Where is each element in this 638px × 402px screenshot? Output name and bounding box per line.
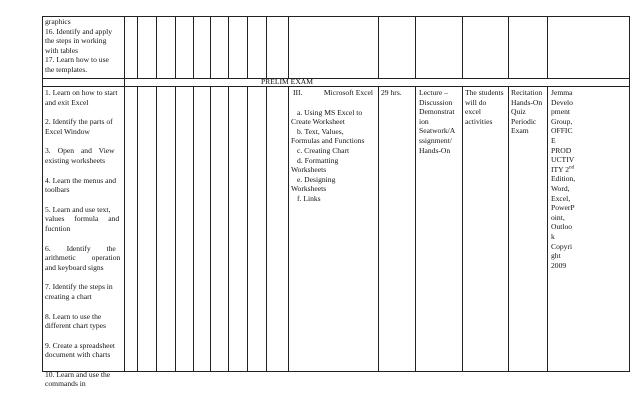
reference-line: E xyxy=(551,135,556,145)
objective-line: and exit Excel xyxy=(45,97,89,107)
objective-line: 10. Learn and use the xyxy=(45,369,111,379)
column-divider xyxy=(415,86,416,371)
objective-line: arithmetic operation xyxy=(45,253,121,263)
objective-line: commands in xyxy=(45,379,86,389)
assessment-line: Quiz xyxy=(511,107,526,117)
reference-line: pment xyxy=(551,107,570,117)
table-bottom-border xyxy=(42,371,630,372)
objective-line: the templates. xyxy=(45,64,88,74)
topic-item-line: b. Text, Values, xyxy=(297,126,344,136)
column-divider xyxy=(156,86,157,371)
objective-line: 8. Learn to use the xyxy=(45,311,102,321)
method-line: Seatwork/A xyxy=(419,126,456,136)
reference-line: Group, xyxy=(551,116,573,126)
outcome-line: The students xyxy=(465,88,504,97)
assessment-line: Recitation xyxy=(511,88,543,97)
column-divider xyxy=(288,16,289,78)
objectives-cell xyxy=(45,88,122,389)
objective-line: 3. Open and View xyxy=(45,146,115,156)
assessment-line: Hands-On xyxy=(511,97,543,107)
method-line: ion xyxy=(419,116,429,126)
objective-line: different chart types xyxy=(45,321,107,331)
objective-line: graphics xyxy=(45,17,71,26)
objective-line: toolbars xyxy=(45,185,70,195)
reference-line: UCTIV xyxy=(551,155,575,165)
reference-line: ght xyxy=(551,251,561,261)
reference-line: Jemma xyxy=(551,88,573,97)
objective-line: 5. Learn and use text, xyxy=(45,204,111,214)
column-divider xyxy=(156,16,157,78)
reference-line: PowerP xyxy=(551,203,575,213)
column-divider xyxy=(228,16,229,78)
method-line: Hands-On xyxy=(419,145,451,155)
objective-line: values formula and xyxy=(45,214,120,224)
assessment-line: Exam xyxy=(511,126,529,136)
column-divider xyxy=(228,86,229,371)
table-top-border xyxy=(42,16,630,17)
column-divider xyxy=(508,16,509,78)
reference-line xyxy=(551,165,587,175)
column-divider xyxy=(210,16,211,78)
column-divider xyxy=(415,16,416,78)
assessment-line: Periodic xyxy=(511,116,537,126)
topic-cell xyxy=(291,88,377,204)
objective-line: 9. Create a spreadsheet xyxy=(45,340,115,350)
column-divider xyxy=(266,86,267,371)
method-line: Discussion xyxy=(419,97,453,107)
objective-line: and keyboard signs xyxy=(45,262,104,272)
objective-line: creating a chart xyxy=(45,291,92,301)
column-divider xyxy=(247,16,248,78)
time-allotment: 29 hrs. xyxy=(381,88,402,97)
reference-line: k xyxy=(551,231,555,241)
reference-line: oint, xyxy=(551,212,565,222)
topic-item-line: a. Using MS Excel to xyxy=(297,107,363,117)
reference-line: 2009 xyxy=(551,260,567,270)
topic-heading-number: III. xyxy=(293,88,303,97)
column-divider xyxy=(547,16,548,78)
objective-line: with tables xyxy=(45,45,79,55)
objective-line: document with charts xyxy=(45,350,111,360)
column-divider xyxy=(193,16,194,78)
column-divider xyxy=(266,16,267,78)
reference-line: Copyri xyxy=(551,241,573,251)
reference-line: Edition, xyxy=(551,174,576,184)
reference-line: Outloo xyxy=(551,222,573,232)
objective-line: 16. Identify and apply xyxy=(45,26,113,36)
column-divider xyxy=(629,16,630,371)
reference-line: PROD xyxy=(551,145,572,155)
column-divider xyxy=(175,86,176,371)
column-divider xyxy=(508,86,509,371)
column-divider xyxy=(378,86,379,371)
column-divider xyxy=(42,16,43,371)
objective-line: 4. Learn the menus and xyxy=(45,175,117,185)
reference-line: Word, xyxy=(551,183,570,193)
column-divider xyxy=(137,86,138,371)
topic-items xyxy=(291,108,377,204)
topic-item-line: Formulas and Functions xyxy=(291,136,365,146)
method-line: Lecture – xyxy=(419,88,448,97)
topic-item-line: c. Creating Chart xyxy=(297,145,350,155)
topic-item-line: f. Links xyxy=(297,193,321,203)
column-divider xyxy=(247,86,248,371)
objective-line: existing worksheets xyxy=(45,155,106,165)
column-divider xyxy=(124,16,125,371)
reference-text: ITY 2 xyxy=(551,164,570,174)
topic-item-line: d. Formatting xyxy=(297,155,339,165)
method-line: Demonstrat xyxy=(419,107,455,117)
column-divider xyxy=(288,86,289,371)
outcome-line: excel xyxy=(465,107,482,117)
reference-superscript: nd xyxy=(569,165,575,171)
column-divider xyxy=(137,16,138,78)
column-divider xyxy=(175,16,176,78)
outcome-cell xyxy=(465,88,507,126)
method-line: ssignment/ xyxy=(419,135,452,145)
topic-heading xyxy=(291,88,377,98)
topic-item-line: Worksheets xyxy=(291,165,327,175)
outcome-line: will do xyxy=(465,97,487,107)
objective-line: the steps in working xyxy=(45,36,107,46)
column-divider xyxy=(378,16,379,78)
objective-line: 6. Identify the xyxy=(45,243,116,253)
objective-line: fucntion xyxy=(45,223,71,233)
column-divider xyxy=(547,86,548,371)
objectives-continued-cell xyxy=(45,17,123,75)
objective-line: 17. Learn how to use xyxy=(45,55,109,65)
objective-line: 2. Identify the parts of xyxy=(45,117,113,127)
column-divider xyxy=(210,86,211,371)
reference-line: Excel, xyxy=(551,193,571,203)
topic-item-line: Create Worksheet xyxy=(291,117,345,127)
methods-cell xyxy=(419,88,461,155)
topic-item-line: Worksheets xyxy=(291,184,327,194)
assessment-cell xyxy=(511,88,547,136)
reference-line: OFFIC xyxy=(551,126,573,136)
topic-heading-title: Microsoft Excel xyxy=(323,88,373,97)
column-divider xyxy=(462,86,463,371)
outcome-line: activities xyxy=(465,116,493,126)
objective-line: 7. Identify the steps in xyxy=(45,282,113,292)
section-header: PRELIM EXAM xyxy=(260,77,314,86)
column-divider xyxy=(193,86,194,371)
objective-line: 1. Learn on how to start xyxy=(45,88,118,97)
topic-item-line: e. Designing xyxy=(297,174,336,184)
reference-line: Develo xyxy=(551,97,573,107)
column-divider xyxy=(462,16,463,78)
objective-line: Excel Window xyxy=(45,126,90,136)
references-cell xyxy=(551,88,587,270)
